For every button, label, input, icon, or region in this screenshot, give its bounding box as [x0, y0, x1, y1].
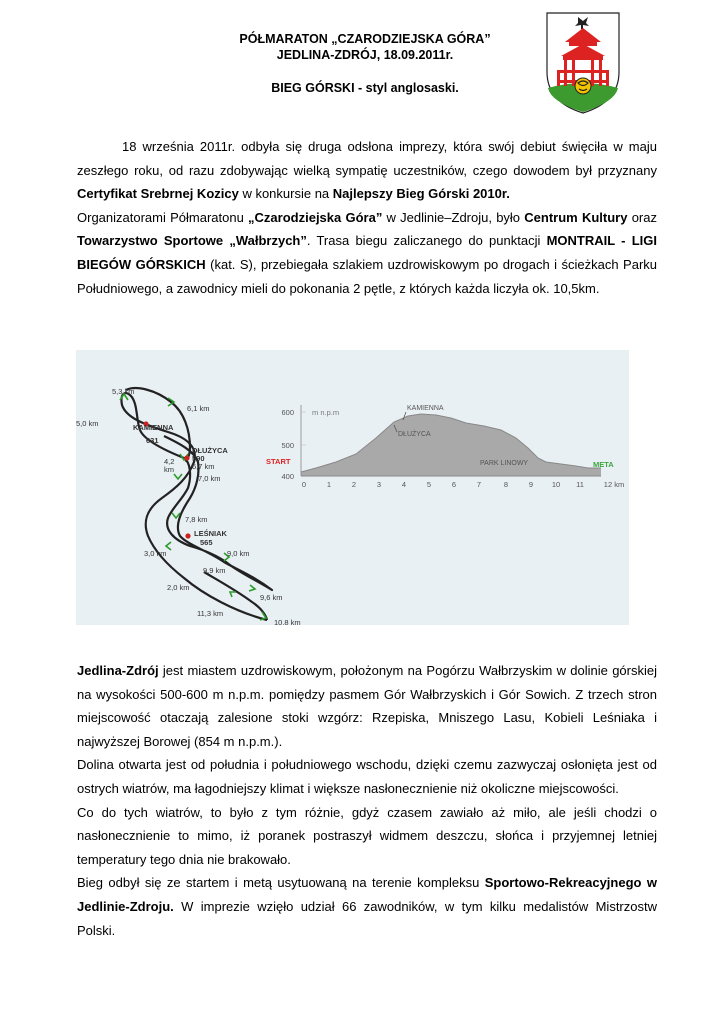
- profile-x-tick-label: 4: [401, 480, 407, 489]
- profile-x-tick-label: 6: [451, 480, 457, 489]
- profile-x-tick-label: 3: [376, 480, 382, 489]
- body-p6-text-2: W imprezie wzięło udział 66 zawodników, w tym kilku medalistów Mistrzostw Polski.: [77, 898, 657, 938]
- intro-p2-text-3: oraz: [627, 209, 657, 225]
- route-label: 7,0 km: [198, 474, 221, 483]
- body-p3-bold-1: Jedlina-Zdrój: [77, 663, 159, 678]
- body-p6-text-1: Bieg odbył się ze startem i metą usytuowaną na terenie kompleksu: [77, 875, 485, 891]
- intro-text: [77, 135, 657, 300]
- route-map-graphic: [76, 350, 629, 625]
- route-label: 11,3 km: [197, 609, 224, 618]
- profile-park-label: PARK LINOWY: [480, 460, 529, 467]
- route-label: 565: [200, 538, 213, 547]
- coat-of-arms-icon: [543, 10, 623, 116]
- direction-arrow: [174, 474, 182, 479]
- body-p5: Co do tych wiatrów, to było z tym różnie, gdyż czasem zawiało aż miło, ale jeśli chodzi o nasłonecznienie to mimo, iż poranek postraszył widmem deszczu, słońca i przyjemnej letniej temperatury tego dnia nie brakowało.: [77, 804, 657, 867]
- profile-x-tick-label: 5: [426, 480, 432, 489]
- profile-x-tick-label: 10: [551, 480, 561, 489]
- profile-x-tick-label: 2: [351, 480, 357, 489]
- intro-p2-bold-1: „Czarodziejska Góra”: [248, 209, 383, 225]
- route-label: 9,9 km: [203, 566, 226, 575]
- route-label: KAMIENNA: [133, 423, 174, 432]
- profile-x-tick-label: 11: [576, 480, 584, 489]
- elevation-profile-area: [301, 414, 601, 476]
- route-label: 6,1 km: [187, 404, 210, 413]
- intro-p1-text-2: w konkursie na: [238, 186, 333, 202]
- body-p3-text-1: jest miastem uzdrowiskowym, położonym na Pogórzu Wałbrzyskim w dolinie górskiej na wysokości 500-600 m n.p.m. pomiędzy pasmem Gór Wałbrzyskich i Gór Sowich. Z trzech stron miejscowość otaczają zalesione stoki wzgórz: Rzepiska, Mniszego Lasu, Kobieli Leśniaka i najwyższej Borowej (854 m n.p.m.).: [77, 663, 657, 749]
- route-label: 9,6 km: [260, 593, 283, 602]
- header-line-2: JEDLINA-ZDRÓJ, 18.09.2011r.: [276, 48, 454, 62]
- route-label: 3,0 km: [144, 549, 167, 558]
- profile-x-tick-label: 1: [326, 480, 332, 489]
- intro-p1-bold-2: Najlepszy Bieg Górski 2010r.: [332, 186, 510, 202]
- route-label: 2,0 km: [167, 583, 190, 592]
- dluzyca-marker: [184, 455, 189, 460]
- intro-p1-bold-1: Certyfikat Srebrnej Kozicy: [77, 186, 239, 202]
- intro-p2-text-1: Organizatorami Półmaratonu: [77, 209, 249, 225]
- lesniak-marker: [185, 533, 190, 538]
- intro-p2-text-5: (kat. S), przebiegała szlakiem uzdrowiskowym po drogach i ścieżkach Parku Południowego, a zawodnicy mieli do pokonania 2 pętle, z których każda liczyła ok. 10,5km.: [77, 256, 657, 296]
- route-label: 10,8 km: [274, 618, 301, 625]
- intro-p2-bold-3: Towarzystwo Sportowe „Wałbrzych”: [77, 233, 307, 249]
- direction-arrow: [166, 542, 171, 550]
- profile-y-tick-label: 400: [281, 472, 294, 481]
- header-line-1: PÓŁMARATON „CZARODZIEJSKA GÓRA”: [239, 32, 491, 46]
- body-p6-bold-1: Sportowo-Rekreacyjnego w Jedlinie-Zdroju.: [77, 875, 657, 914]
- profile-x-tick-label: 8: [503, 480, 509, 489]
- body-text: [77, 659, 657, 942]
- route-label: 4,2: [164, 457, 175, 466]
- route-label: km: [164, 465, 174, 474]
- route-label: LEŚNIAK: [194, 529, 227, 538]
- profile-finish-label: META: [593, 460, 614, 469]
- profile-x-tick-label: 0: [301, 480, 307, 489]
- direction-arrow: [249, 585, 255, 591]
- profile-y-tick-label: 500: [281, 441, 294, 450]
- route-label: DŁUŻYCA: [192, 446, 228, 455]
- intro-p2-text-2: w Jedlinie–Zdroju, było: [382, 209, 525, 225]
- intro-p2-text-4: . Trasa biegu zaliczanego do punktacji: [306, 233, 547, 249]
- route-label: 7,8 km: [185, 515, 208, 524]
- route-label: 5,0 km: [76, 419, 99, 428]
- profile-x-tick-label: 12 km: [603, 480, 625, 489]
- intro-p1-text-1: 18 września 2011r. odbyła się druga odsłona imprezy, która swój debiut święciła w maju zeszłego roku, od razu zdobywając wielką sympatię uczestników, czego dowodem był przyznany: [77, 139, 657, 178]
- body-p4: Dolina otwarta jest od południa i południowego wschodu, dzięki czemu zazwyczaj osłonięta jest od ostrych wiatrów, ma łagodniejszy klimat i większe nasłonecznienie niż okoliczne miejscowości.: [77, 757, 657, 796]
- intro-p2-bold-2: Centrum Kultury: [524, 209, 628, 225]
- profile-x-tick-label: 9: [528, 480, 534, 489]
- profile-y-tick-label: 600: [281, 408, 294, 417]
- direction-arrow: [230, 592, 236, 597]
- route-label: 590: [192, 454, 205, 463]
- route-label: 5,3 km: [112, 387, 135, 396]
- route-label: 6,7 km: [192, 462, 215, 471]
- profile-x-tick-label: 7: [476, 480, 482, 489]
- route-label: 9,0 km: [227, 549, 250, 558]
- profile-unit-label: m n.p.m: [312, 408, 340, 417]
- profile-peak-kamienna: KAMIENNA: [407, 405, 444, 412]
- profile-start-label: START: [266, 457, 291, 466]
- header-line-3: BIEG GÓRSKI - styl anglosaski.: [271, 81, 459, 95]
- profile-peak-dluzyca: DŁUŻYCA: [398, 431, 431, 438]
- route-label: 631: [146, 436, 159, 445]
- intro-p2-bold-4: MONTRAIL - LIGI BIEGÓW GÓRSKICH: [77, 233, 657, 272]
- route-map: [76, 350, 629, 625]
